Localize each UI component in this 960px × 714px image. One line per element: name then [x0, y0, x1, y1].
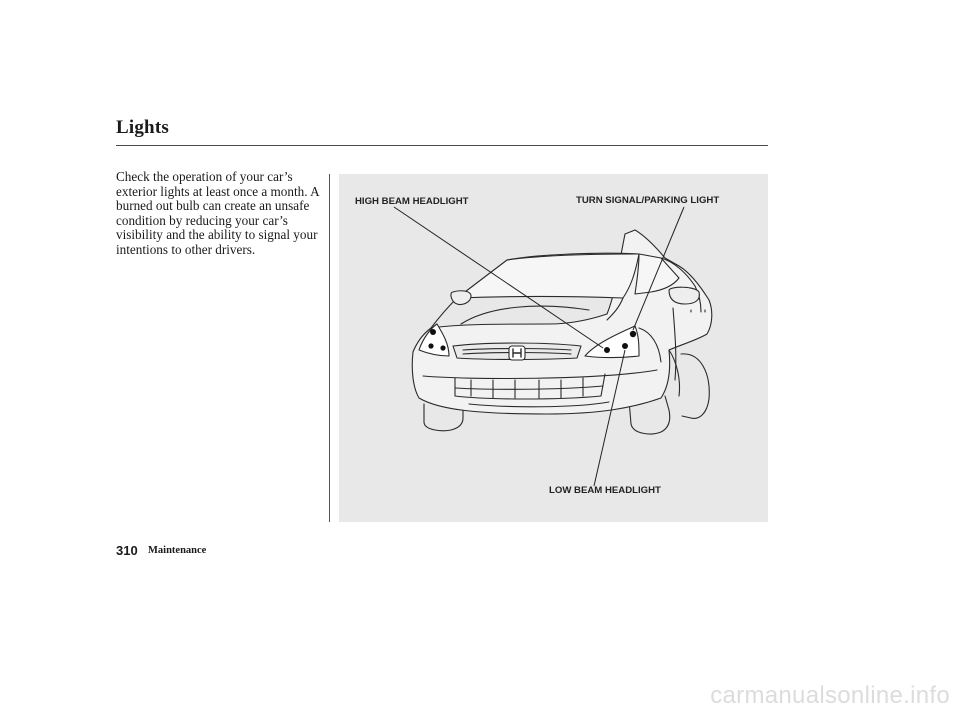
callout-high-beam: HIGH BEAM HEADLIGHT	[355, 196, 469, 207]
page-title: Lights	[116, 117, 169, 138]
section-label: Maintenance	[148, 545, 207, 556]
column-divider	[329, 174, 330, 522]
watermark-text: carmanualsonline.info	[710, 682, 950, 709]
right-mirror	[669, 287, 699, 304]
left-turn-dot	[428, 343, 433, 348]
windshield	[457, 253, 639, 298]
car-illustration	[339, 174, 768, 522]
right-low-beam-dot	[622, 343, 628, 349]
callout-turn-signal: TURN SIGNAL/PARKING LIGHT	[576, 195, 720, 206]
callout-low-beam: LOW BEAM HEADLIGHT	[549, 485, 661, 496]
right-turn-dot	[630, 331, 636, 337]
honda-logo-icon	[509, 346, 525, 360]
left-mirror	[451, 291, 471, 305]
body-paragraph: Check the operation of your car’s exterior lights at least once a month. A burned out bulb can create an unsafe condition by reducing your car’s visibility and the ability to signal your intentions to other drivers.	[116, 169, 319, 257]
left-low-beam-dot	[440, 345, 445, 350]
page-number: 310	[116, 543, 138, 558]
rear-wheel	[681, 354, 709, 418]
right-high-beam-dot	[604, 347, 610, 353]
lights-figure	[339, 174, 768, 522]
left-high-beam-dot	[430, 329, 436, 335]
title-rule	[116, 145, 768, 146]
